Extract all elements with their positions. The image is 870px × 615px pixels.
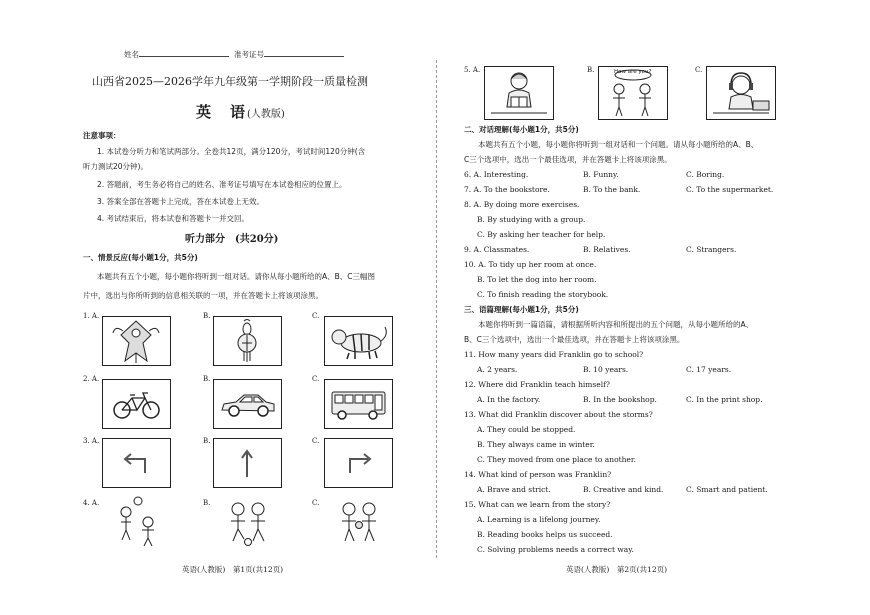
page-2-footer: 英语(人教版) 第2页(共12页): [566, 565, 668, 574]
q5-option-b-label: B.: [587, 66, 595, 74]
q11-question: 11. How many years did Franklin go to school?: [464, 350, 644, 359]
q2-option-a-label: 2. A.: [83, 375, 100, 383]
q4-option-a-label: 4. A.: [83, 499, 100, 507]
name-blank[interactable]: [139, 48, 229, 57]
q7-option-c: C. To the supermarket.: [686, 185, 774, 194]
go-straight-sign-image[interactable]: [213, 438, 282, 488]
turn-right-arrow-icon: [325, 439, 392, 487]
kite-icon: [103, 317, 170, 365]
volleyball-players-image[interactable]: [118, 496, 158, 548]
bicycle-icon: [103, 380, 170, 428]
bus-icon: [325, 380, 392, 428]
tiger-image[interactable]: [324, 316, 393, 366]
notice-1: 1. 本试卷分听力和笔试两部分。全卷共12页，满分120分，考试时间120分钟(含: [97, 147, 366, 156]
headphones-kid-icon: [707, 67, 775, 119]
edition-label: (人教版): [247, 109, 285, 120]
q3-option-a-label: 3. A.: [83, 437, 100, 445]
q1-option-c-label: C.: [312, 312, 320, 320]
q2-option-c-label: C.: [312, 375, 320, 383]
lantern-image[interactable]: [213, 316, 282, 366]
reading-boy-image[interactable]: [484, 66, 554, 120]
speech-bubble-text: How are you?: [614, 69, 652, 75]
notice-title: 注意事项：: [83, 131, 121, 140]
q6-option-c: C. Boring.: [686, 170, 725, 179]
q11-option-a: A. 2 years.: [477, 365, 518, 374]
name-label: 姓名: [124, 50, 139, 59]
reading-boy-icon: [485, 67, 553, 119]
q8-option-b: B. By studying with a group.: [477, 215, 586, 224]
basketball-players-image[interactable]: [337, 497, 383, 547]
section1-title: 一、情景反应(每小题1分，共5分): [83, 253, 198, 262]
q7-option-a: 7. A. To the bookstore.: [464, 185, 550, 194]
q6-option-a: 6. A. Interesting.: [464, 170, 529, 179]
lantern-icon: [214, 317, 281, 365]
q12-option-a: A. In the factory.: [477, 395, 541, 404]
tiger-icon: [325, 317, 392, 365]
q15-option-b: B. Reading books helps us succeed.: [477, 530, 613, 539]
q13-question: 13. What did Franklin discover about the storms?: [464, 410, 653, 419]
notice-3: 3. 答案全部在答题卡上完成，答在本试卷上无效。: [97, 197, 265, 206]
exam-no-field[interactable]: [234, 48, 344, 60]
q12-option-c: C. In the print shop.: [686, 395, 763, 404]
q13-option-a: A. They could be stopped.: [477, 425, 576, 434]
section3-title: 三、语篇理解(每小题1分，共5分): [464, 305, 579, 314]
volleyball-icon: [118, 496, 158, 548]
q9-option-b: B. Relatives.: [583, 245, 631, 254]
listening-music-image[interactable]: [706, 66, 776, 120]
page-divider: [436, 60, 437, 558]
q10-option-c: C. To finish reading the storybook.: [477, 290, 609, 299]
q13-option-c: C. They moved from one place to another.: [477, 455, 637, 464]
page-1-footer: 英语(人教版) 第1页(共12页): [182, 565, 284, 574]
q4-option-c-label: C.: [312, 499, 320, 507]
basketball-icon: [337, 497, 383, 547]
name-field[interactable]: [124, 48, 229, 60]
section3-desc-1: 本题你将听到一篇语篇，请根据所听内容和所提出的五个问题，从每小题所给的A、: [478, 320, 754, 329]
section2-desc-2: C三个选项中，选出一个最佳选项，并在答题卡上将该项涂黑。: [464, 155, 672, 164]
exam-no-label: 准考证号: [234, 50, 264, 59]
q5-option-a-label: 5. A.: [464, 66, 481, 74]
q9-option-a: 9. A. Classmates.: [464, 245, 530, 254]
car-image[interactable]: [213, 379, 282, 429]
q10-option-a: 10. A. To tidy up her room at once.: [464, 260, 597, 269]
exam-title: 山西省2025—2026学年九年级第一学期阶段一质量检测: [92, 75, 368, 88]
section1-desc-1: 本题共有五个小题，每小题你将听到一组对话。请你从每小题所给的A、B、C三幅图: [97, 272, 376, 281]
notice-2: 2. 答题前，考生务必将自己的姓名、准考证号填写在本试卷相应的位置上。: [97, 180, 347, 189]
q14-option-c: C. Smart and patient.: [686, 485, 768, 494]
q8-option-a: 8. A. By doing more exercises.: [464, 200, 580, 209]
exam-no-blank[interactable]: [264, 48, 344, 57]
bus-image[interactable]: [324, 379, 393, 429]
q15-question: 15. What can we learn from the story?: [464, 500, 611, 509]
q14-question: 14. What kind of person was Franklin?: [464, 470, 612, 479]
q6-option-b: B. Funny.: [583, 170, 619, 179]
notice-4: 4. 考试结束后，将本试卷和答题卡一并交回。: [97, 214, 250, 223]
q12-question: 12. Where did Franklin teach himself?: [464, 380, 610, 389]
q8-option-c: C. By asking her teacher for help.: [477, 230, 606, 239]
subject-name: 英 语: [196, 103, 248, 121]
q13-option-b: B. They always came in winter.: [477, 440, 595, 449]
q15-option-a: A. Learning is a lifelong journey.: [477, 515, 601, 524]
q12-option-b: B. In the bookshop.: [583, 395, 657, 404]
q4-option-b-label: B.: [203, 499, 211, 507]
q15-option-c: C. Solving problems needs a correct way.: [477, 545, 634, 554]
q5-option-c-label: C.: [695, 66, 703, 74]
section2-desc-1: 本题共有五个小题，每小题你将听到一组对话和一个问题。请从每小题所给的A、B、: [478, 140, 759, 149]
section3-desc-2: B、C三个选项中，选出一个最佳选项，并在答题卡上将该项涂黑。: [464, 335, 685, 344]
q3-option-c-label: C.: [312, 437, 320, 445]
bicycle-image[interactable]: [102, 379, 171, 429]
q7-option-b: B. To the bank.: [583, 185, 641, 194]
car-icon: [214, 380, 281, 428]
q10-option-b: B. To let the dog into her room.: [477, 275, 597, 284]
q9-option-c: C. Strangers.: [686, 245, 737, 254]
turn-right-sign-image[interactable]: [324, 438, 393, 488]
q14-option-b: B. Creative and kind.: [583, 485, 664, 494]
q11-option-b: B. 10 years.: [583, 365, 629, 374]
section1-desc-2: 片中，选出与你所听到的信息相关联的一项，并在答题卡上将该项涂黑。: [83, 291, 323, 300]
notice-1-cont: 听力测试20分钟)。: [83, 162, 148, 171]
section2-title: 二、对话理解(每小题1分，共5分): [464, 125, 579, 134]
q3-option-b-label: B.: [203, 437, 211, 445]
listening-title: 听力部分 (共20分): [185, 234, 279, 245]
straight-arrow-icon: [214, 439, 281, 487]
kite-image[interactable]: [102, 316, 171, 366]
soccer-players-image[interactable]: [226, 497, 272, 547]
subject-title: [196, 104, 285, 121]
turn-left-arrow-icon: [103, 439, 170, 487]
q2-option-b-label: B.: [203, 375, 211, 383]
q1-option-b-label: B.: [203, 312, 211, 320]
q11-option-c: C. 17 years.: [686, 365, 732, 374]
soccer-icon: [226, 497, 272, 547]
q1-option-a-label: 1. A.: [83, 312, 100, 320]
turn-left-sign-image[interactable]: [102, 438, 171, 488]
q14-option-a: A. Brave and strict.: [477, 485, 551, 494]
